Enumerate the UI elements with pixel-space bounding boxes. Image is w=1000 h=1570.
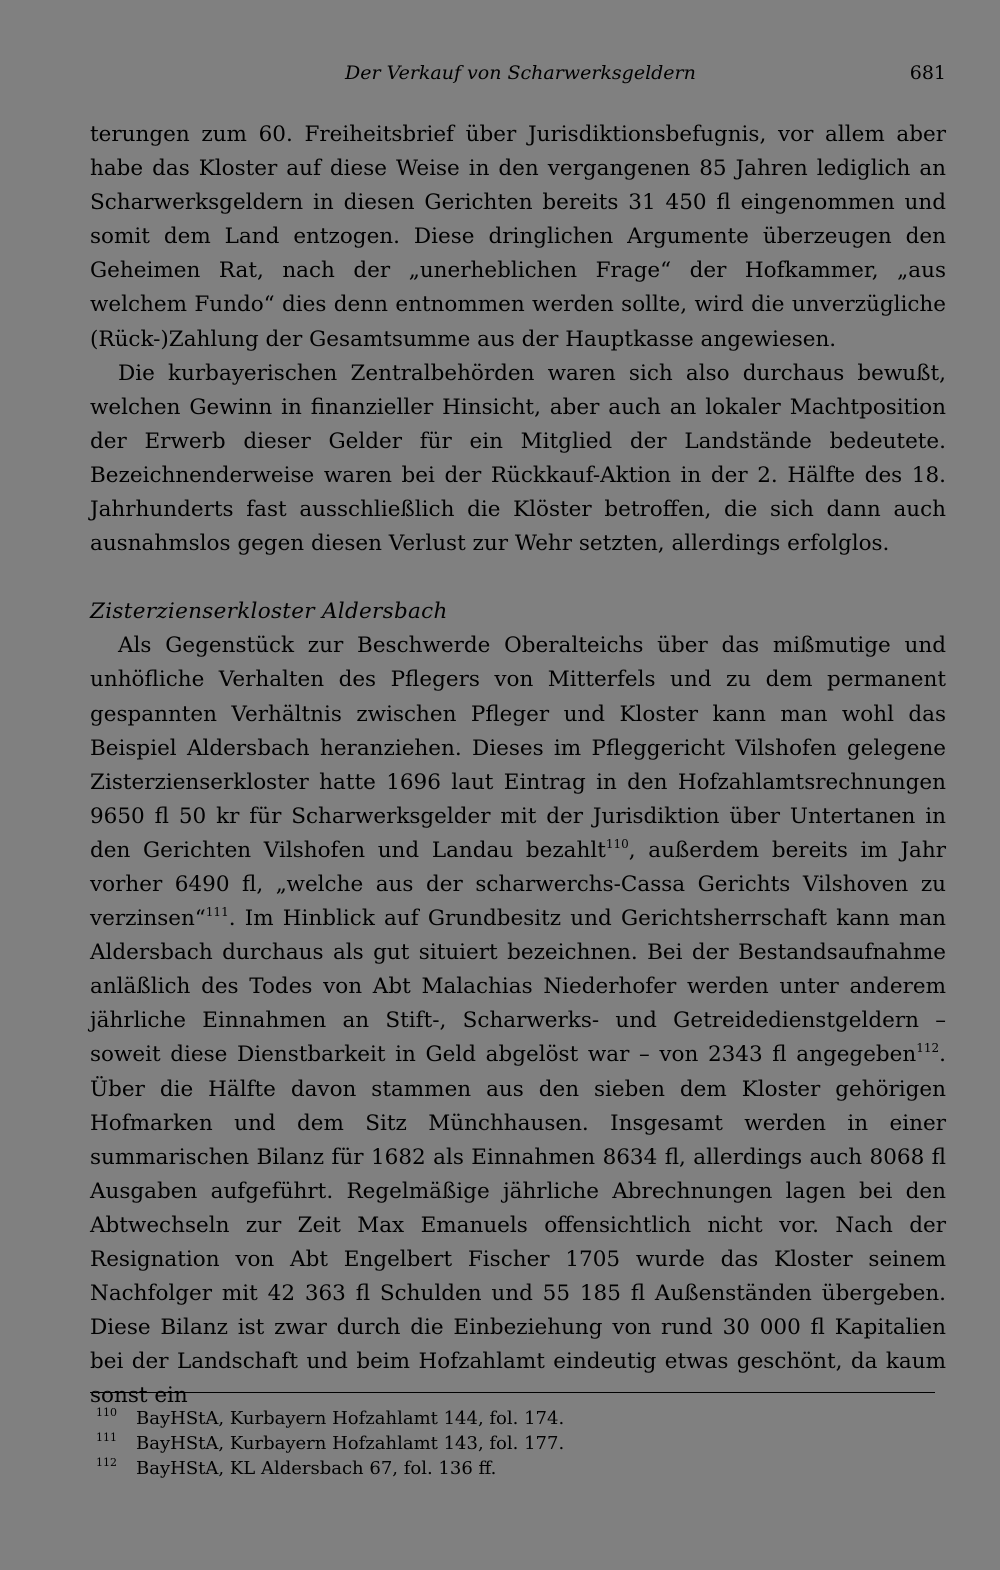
footnote-text: BayHStA, Kurbayern Hofzahlamt 143, fol. 177. — [136, 1433, 565, 1454]
footnote-number: 111 — [96, 1431, 117, 1444]
footnote-reference: 112 — [916, 1041, 940, 1056]
section-heading: Zisterzienserkloster Aldersbach — [90, 599, 448, 625]
paragraph-text: Als Gegenstück zur Beschwerde Oberalteichs über das mißmutige und unhöfliche Verhalten des Pflegers von Mitterfels und zu dem permanent gespannten Verhältnis zwischen Pfleger und Kloster kann man wohl das Beispiel Aldersbach heranziehen. Dieses im Pfleggericht Vilshofen gelegene Zisterzienserkloster hatte 1696 laut Eintrag in den Hofzahlamtsrechnungen 9650 fl 50 kr für Scharwerksgelder mit der Jurisdiktion über Untertanen in den Gerichten Vilshofen und Landau bezahlt — [90, 633, 946, 863]
footnote-text: BayHStA, KL Aldersbach 67, fol. 136 ff. — [136, 1458, 497, 1479]
paragraph — [90, 629, 946, 1413]
body-text — [90, 118, 946, 1413]
paragraph-continued: terungen zum 60. Freiheitsbrief über Jurisdiktionsbefugnis, vor allem aber habe das Kloster auf diese Weise in den vergangenen 85 Jahren lediglich an Scharwerksgeldern in diesen Gerichten bereits 31 450 fl eingenommen und somit dem Land entzogen. Diese dringlichen Argumente überzeugen den Geheimen Rat, nach der „unerheblichen Frage“ der Hofkammer, „aus welchem Fundo“ dies denn entnommen werden sollte, wird die unverzügliche (Rück-)Zahlung der Gesamtsumme aus der Hauptkasse angewiesen. — [90, 122, 946, 352]
running-head: Der Verkauf von Scharwerksgeldern — [345, 62, 696, 84]
footnote-number: 112 — [96, 1456, 117, 1469]
page-header — [90, 62, 946, 92]
paragraph-text: , außerdem bereits im Jahr vorher 6490 fl, „welche aus der scharwerchs-Cassa Gerichts Vilshoven zu verzinsen“ — [90, 837, 946, 932]
footnote-text: BayHStA, Kurbayern Hofzahlamt 144, fol. 174. — [136, 1408, 565, 1429]
footnote-reference: 110 — [605, 836, 629, 851]
footnote — [90, 1431, 946, 1456]
footnotes — [90, 1406, 946, 1481]
footnote-divider — [90, 1392, 935, 1393]
footnote — [90, 1406, 946, 1431]
paragraph-text: . Über die Hälfte davon stammen aus den sieben dem Kloster gehörigen Hofmarken und dem Sitz Münchhausen. Insgesamt werden in einer summarischen Bilanz für 1682 als Einnahmen 8634 fl, allerdings auch 8068 fl Ausgaben aufgeführt. Regelmäßige jährliche Abrechnungen lagen bei den Abtwechseln zur Zeit Max Emanuels offensichtlich nicht vor. Nach der Resignation von Abt Engelbert Fischer 1705 wurde das Kloster seinem Nachfolger mit 42 363 fl Schulden und 55 185 fl Außenständen übergeben. Diese Bilanz ist zwar durch die Einbeziehung von rund 30 000 fl Kapitalien bei der Landschaft und beim Hofzahlamt eindeutig etwas geschönt, da kaum sonst ein — [90, 1042, 946, 1409]
footnote-number: 110 — [96, 1406, 117, 1419]
page-number: 681 — [909, 62, 946, 84]
footnote — [90, 1456, 946, 1481]
paragraph: Die kurbayerischen Zentralbehörden waren sich also durchaus bewußt, welchen Gewinn in finanzieller Hinsicht, aber auch an lokaler Machtposition der Erwerb dieser Gelder für ein Mitglied der Landstände bedeutete. Bezeichnenderweise waren bei der Rückkauf-Aktion in der 2. Hälfte des 18. Jahrhunderts fast ausschließlich die Klöster betroffen, die sich dann auch ausnahmslos gegen diesen Verlust zur Wehr setzten, allerdings erfolglos. — [90, 360, 946, 557]
footnote-reference: 111 — [205, 905, 229, 920]
paragraph-text: . Im Hinblick auf Grundbesitz und Gerichtsherrschaft kann man Aldersbach durchaus als gut situiert bezeichnen. Bei der Bestandsaufnahme anläßlich des Todes von Abt Malachias Niederhofer werden unter anderem jährliche Einnahmen an Stift-, Scharwerks- und Getreidedienstgeldern – soweit diese Dienstbarkeit in Geld abgelöst war – von 2343 fl angegeben — [90, 906, 946, 1068]
